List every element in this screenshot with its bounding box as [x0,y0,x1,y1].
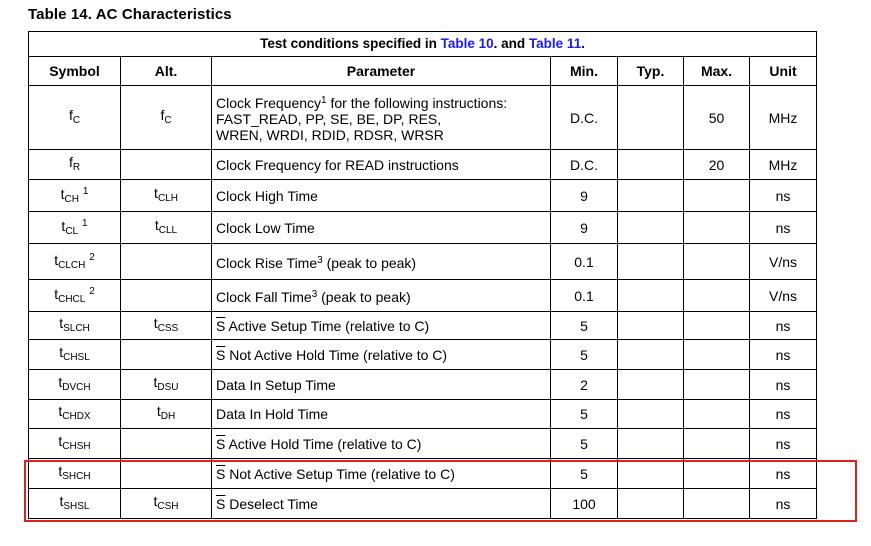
parameter-text: Clock High Time [216,187,318,204]
parameter-text: FAST_READ, PP, SE, BE, DP, RES, [216,110,442,127]
parameter-text: Clock Frequency [216,94,322,111]
parameter-cell [212,86,551,150]
typ-cell [618,459,684,489]
max-cell [684,280,750,312]
min-cell [551,244,618,280]
parameter-cell [212,429,551,459]
unit-value: ns [775,346,791,363]
header-max: Max. [684,57,750,86]
max-cell [684,459,750,489]
typ-cell [618,244,684,280]
alt-subscript: DSU [157,381,179,393]
test-conditions-cell [29,32,817,57]
alt-base: t [154,216,159,233]
parameter-text: Active Setup Time (relative to C) [225,317,430,334]
min-value: D.C. [570,109,598,126]
header-alt: Alt. [121,57,212,86]
conditions-prefix: Test conditions specified in [260,36,441,51]
max-cell [684,400,750,429]
unit-value: V/ns [769,253,798,270]
parameter-cell [212,212,551,244]
min-value: 5 [580,465,588,482]
chip-select-signal: $\overline{S}$ [216,495,226,512]
max-cell [684,150,750,180]
typ-cell [618,370,684,400]
alt-cell [121,400,212,429]
typ-cell [618,280,684,312]
unit-value: ns [775,435,791,452]
typ-cell [618,212,684,244]
min-cell [551,150,618,180]
typ-cell [618,86,684,150]
symbol-base: f [68,106,73,123]
table-row [29,150,817,180]
parameter-cell [212,150,551,180]
parameter-text: Data In Setup Time [216,376,336,393]
unit-cell [750,280,817,312]
unit-value: ns [775,317,791,334]
unit-value: MHz [768,109,798,126]
parameter-cell [212,180,551,212]
unit-cell [750,244,817,280]
table-row [29,429,817,459]
alt-cell [121,86,212,150]
header-unit: Unit [750,57,817,86]
symbol-cell [29,180,121,212]
alt-subscript: CLL [158,224,178,236]
alt-cell [121,489,212,519]
symbol-cell [29,489,121,519]
symbol-subscript: CH [64,193,79,205]
typ-cell [618,400,684,429]
symbol-subscript: R [72,161,81,173]
symbol-cell [29,400,121,429]
symbol-cell [29,312,121,340]
symbol-cell [29,150,121,180]
min-cell [551,459,618,489]
min-cell [551,180,618,212]
symbol-subscript: CLCH [58,259,86,271]
test-conditions-row [29,32,817,57]
table-row [29,340,817,370]
table-caption: Table 14. AC Characteristics [28,6,232,23]
unit-cell [750,429,817,459]
min-value: 5 [580,346,588,363]
parameter-suffix: (peak to peak) [322,254,417,271]
min-value: 9 [580,219,588,236]
symbol-base: t [54,251,59,268]
symbol-note: 2 [89,285,95,297]
symbol-base: t [59,343,64,360]
symbol-base: t [59,492,64,509]
alt-cell [121,244,212,280]
symbol-subscript: CHDX [62,411,91,422]
parameter-cell [212,312,551,340]
chip-select-signal: $\overline{S}$ [216,317,226,334]
alt-cell [121,459,212,489]
unit-value: ns [775,495,791,512]
symbol-note: 1 [82,217,88,229]
unit-cell [750,459,817,489]
max-cell [684,244,750,280]
max-cell [684,212,750,244]
min-cell [551,370,618,400]
symbol-subscript: DVCH [62,381,91,393]
symbol-cell [29,459,121,489]
parameter-note: 3 [311,288,318,300]
symbol-cell [29,340,121,370]
table-row [29,312,817,340]
unit-cell [750,489,817,519]
parameter-text: Active Hold Time (relative to C) [225,435,422,452]
unit-cell [750,340,817,370]
alt-cell [121,312,212,340]
min-cell [551,280,618,312]
min-value: 0.1 [574,287,594,304]
unit-value: ns [775,187,791,204]
table-11-link[interactable]: Table 11 [528,36,582,51]
alt-cell [121,370,212,400]
min-value: 100 [572,495,596,512]
max-cell [684,312,750,340]
header-symbol: Symbol [29,57,121,86]
parameter-text: WREN, WRDI, RDID, RDSR, WRSR [216,126,444,143]
symbol-base: t [58,462,63,479]
symbol-cell [29,244,121,280]
parameter-text: Clock Low Time [216,219,315,236]
min-cell [551,86,618,150]
symbol-base: t [54,285,59,302]
symbol-subscript: C [72,114,81,126]
min-value: 2 [580,376,588,393]
unit-cell [750,86,817,150]
symbol-note: 2 [89,251,95,263]
min-value: 9 [580,187,588,204]
unit-cell [750,400,817,429]
symbol-base: t [58,403,63,419]
min-cell [551,212,618,244]
alt-base: t [154,184,158,201]
header-min: Min. [551,57,618,86]
ac-characteristics-table [28,31,817,519]
unit-value: MHz [768,156,798,173]
unit-value: ns [775,219,791,236]
symbol-cell [29,429,121,459]
chip-select-signal: $\overline{S}$ [216,465,226,482]
unit-value: ns [775,406,791,422]
unit-value: ns [775,376,791,393]
alt-base: t [156,403,161,419]
typ-cell [618,150,684,180]
conditions-middle: . and [493,36,529,51]
max-cell [684,340,750,370]
symbol-cell [29,212,121,244]
symbol-cell [29,86,121,150]
chip-select-signal: $\overline{S}$ [216,346,226,363]
chip-select-signal: $\overline{S}$ [216,435,226,452]
symbol-base: t [58,373,63,390]
parameter-cell [212,340,551,370]
max-cell [684,489,750,519]
alt-subscript: C [164,114,172,126]
symbol-base: t [59,314,64,331]
symbol-note: 1 [82,185,89,197]
table-row [29,280,817,312]
symbol-cell [29,280,121,312]
header-typ: Typ. [618,57,684,86]
max-cell [684,370,750,400]
parameter-text: Not Active Setup Time (relative to C) [225,465,455,482]
symbol-subscript: SLCH [63,322,90,334]
min-cell [551,489,618,519]
alt-cell [121,212,212,244]
symbol-subscript: CHSL [63,351,90,363]
symbol-cell [29,370,121,400]
table-row [29,400,817,429]
min-cell [551,400,618,429]
symbol-subscript: SHCH [62,470,91,482]
min-cell [551,312,618,340]
typ-cell [618,312,684,340]
parameter-text: Not Active Hold Time (relative to C) [225,346,448,363]
typ-cell [618,489,684,519]
symbol-base: t [61,217,66,234]
unit-cell [750,312,817,340]
alt-cell [121,280,212,312]
max-cell [684,86,750,150]
header-row [29,57,817,86]
unit-value: V/ns [769,287,798,304]
parameter-cell [212,489,551,519]
alt-subscript: CSH [157,500,179,512]
table-row [29,86,817,150]
table-row [29,212,817,244]
alt-subscript: CSS [157,322,179,334]
min-value: 5 [580,435,588,452]
parameter-cell [212,244,551,280]
alt-cell [121,340,212,370]
alt-base: f [160,106,165,123]
max-cell [684,429,750,459]
parameter-text: Clock Rise Time [216,254,318,271]
unit-value: ns [775,465,791,482]
unit-cell [750,180,817,212]
unit-cell [750,150,817,180]
parameter-note: 3 [317,254,323,266]
max-value: 20 [708,156,725,173]
table-row [29,370,817,400]
alt-cell [121,180,212,212]
parameter-suffix: for the following instructions: [326,94,508,111]
typ-cell [618,340,684,370]
parameter-cell [212,280,551,312]
symbol-base: f [68,153,73,170]
alt-base: t [153,314,158,331]
alt-cell [121,429,212,459]
max-value: 50 [708,109,725,126]
min-cell [551,429,618,459]
alt-base: t [153,373,158,390]
symbol-subscript: CL [65,225,79,237]
min-cell [551,340,618,370]
min-value: 5 [580,406,588,422]
parameter-note: 1 [321,94,327,106]
table-row [29,459,817,489]
alt-cell [121,150,212,180]
parameter-cell [212,370,551,400]
symbol-base: t [58,432,63,449]
parameter-text: Data In Hold Time [216,406,329,422]
min-value: 5 [580,317,588,334]
typ-cell [618,180,684,212]
parameter-cell [212,459,551,489]
alt-subscript: DH [160,411,176,422]
table-row [29,244,817,280]
parameter-suffix: (peak to peak) [317,288,411,305]
conditions-suffix: . [581,36,585,51]
parameter-text: Clock Fall Time [216,288,312,305]
max-cell [684,180,750,212]
symbol-subscript: CHSH [62,440,91,452]
parameter-text: Clock Frequency for READ instructions [216,156,459,173]
parameter-line [216,93,546,111]
symbol-subscript: CHCL [58,293,86,305]
unit-cell [750,212,817,244]
header-parameter: Parameter [212,57,551,86]
unit-cell [750,370,817,400]
table-10-link[interactable]: Table 10 [440,36,494,51]
parameter-cell [212,400,551,429]
parameter-text: Deselect Time [225,495,318,512]
symbol-base: t [60,185,65,202]
min-value: 0.1 [574,253,594,270]
table-row [29,180,817,212]
symbol-subscript: SHSL [63,500,90,512]
alt-base: t [153,492,158,509]
parameter-line [216,127,546,143]
table-row [29,489,817,519]
parameter-line [216,111,546,127]
min-value: D.C. [570,156,598,173]
typ-cell [618,429,684,459]
alt-subscript: CLH [157,192,178,204]
